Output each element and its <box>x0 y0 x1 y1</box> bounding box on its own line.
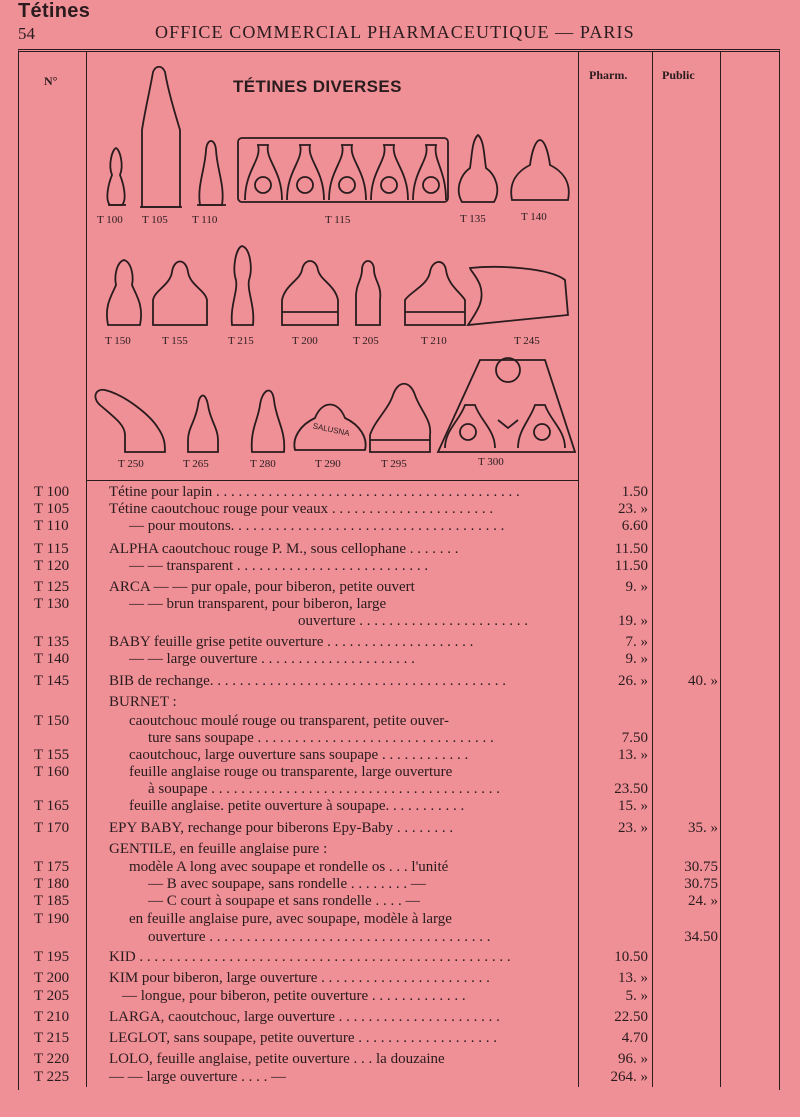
figure-caption: T 210 <box>421 335 447 347</box>
table-row <box>0 764 800 781</box>
table-row <box>0 911 800 928</box>
pharm-price: 9. » <box>625 579 648 595</box>
column-header-pharm: Pharm. <box>589 68 628 82</box>
pharm-price: 13. » <box>618 747 648 763</box>
teat-drawing <box>142 67 180 207</box>
figure-separator <box>86 480 578 481</box>
figure-caption: T 215 <box>228 335 254 347</box>
pharm-price: 9. » <box>625 651 648 667</box>
public-price: 24. » <box>688 893 718 909</box>
item-description: caoutchouc, large ouverture sans soupape . . . . . . . . . . . . <box>129 747 469 763</box>
item-description: Tétine caoutchouc rouge pour veaux . . . . . . . . . . . . . . . . . . . . . . <box>109 501 494 517</box>
item-description: feuille anglaise. petite ouverture à soupape. . . . . . . . . . . <box>129 798 465 814</box>
item-description: Tétine pour lapin . . . . . . . . . . . . . . . . . . . . . . . . . . . . . . . . . . . . . . . . . <box>109 484 520 500</box>
table-row <box>0 484 800 501</box>
public-price: 40. » <box>688 673 718 689</box>
table-row <box>0 1030 800 1047</box>
item-description: EPY BABY, rechange pour biberons Epy-Baby . . . . . . . . <box>109 820 454 836</box>
item-description: ouverture . . . . . . . . . . . . . . . . . . . . . . . . . . . . . . . . . . . . . . <box>148 929 491 945</box>
table-row <box>0 579 800 596</box>
teat-drawing <box>232 246 254 325</box>
figure-caption: T 300 <box>478 456 504 468</box>
pharm-price: 11.50 <box>614 558 648 574</box>
table-row <box>0 820 800 837</box>
pharm-price: 23.50 <box>614 781 648 797</box>
item-ref: T 150 <box>34 713 70 729</box>
pharm-price: 11.50 <box>614 541 648 557</box>
item-description: BABY feuille grise petite ouverture . . . . . . . . . . . . . . . . . . . . <box>109 634 474 650</box>
item-ref: T 200 <box>34 970 70 986</box>
teat-drawing <box>438 360 575 452</box>
item-description: — — large ouverture . . . . — <box>109 1069 287 1085</box>
public-price: 30.75 <box>684 876 718 892</box>
table-row <box>0 501 800 518</box>
item-description: KID . . . . . . . . . . . . . . . . . . . . . . . . . . . . . . . . . . . . . . . . . . . . . . . . . . <box>109 949 511 965</box>
item-description: ouverture . . . . . . . . . . . . . . . . . . . . . . . <box>298 613 528 629</box>
pharm-price: 15. » <box>618 798 648 814</box>
teat-drawing <box>282 261 338 325</box>
item-ref: T 160 <box>34 764 70 780</box>
item-description: ARCA — — pur opale, pour biberon, petite ouvert <box>109 579 415 595</box>
table-row <box>0 558 800 575</box>
figure-caption: T 150 <box>105 335 131 347</box>
pharm-price: 264. » <box>610 1069 648 1085</box>
table-row <box>0 747 800 764</box>
public-price: 34.50 <box>684 929 718 945</box>
teat-drawing <box>445 358 565 448</box>
pharm-price: 22.50 <box>614 1009 648 1025</box>
teat-drawing <box>245 145 446 200</box>
figure-caption: T 295 <box>381 458 407 470</box>
teat-drawing <box>370 384 430 452</box>
table-row <box>0 781 800 798</box>
item-ref: T 225 <box>34 1069 70 1085</box>
teat-drawing <box>511 140 569 200</box>
table-row <box>0 929 800 946</box>
pharm-price: 26. » <box>618 673 648 689</box>
figure-caption: T 245 <box>514 335 540 347</box>
item-ref: T 185 <box>34 893 70 909</box>
table-row <box>0 673 800 690</box>
public-price: 35. » <box>688 820 718 836</box>
table-row <box>0 876 800 893</box>
page-number: 54 <box>18 24 35 43</box>
pharm-price: 96. » <box>618 1051 648 1067</box>
item-ref: T 220 <box>34 1051 70 1067</box>
item-ref: T 125 <box>34 579 70 595</box>
item-ref: T 205 <box>34 988 70 1004</box>
table-row <box>0 541 800 558</box>
item-description: BURNET : <box>109 694 177 710</box>
figure-caption: T 155 <box>162 335 188 347</box>
item-ref: T 110 <box>34 518 69 534</box>
table-row <box>0 518 800 535</box>
item-description: ALPHA caoutchouc rouge P. M., sous cellophane . . . . . . . <box>109 541 459 557</box>
table-row <box>0 634 800 651</box>
figure-caption: T 250 <box>118 458 144 470</box>
teat-drawing <box>252 391 285 452</box>
table-row <box>0 613 800 630</box>
teat-drawing <box>107 260 141 325</box>
item-ref: T 140 <box>34 651 70 667</box>
item-description: caoutchouc moulé rouge ou transparent, petite ouver- <box>129 713 449 729</box>
figure-title: TÉTINES DIVERSES <box>233 77 402 96</box>
column-header-public: Public <box>662 68 695 82</box>
item-description: à soupape . . . . . . . . . . . . . . . . . . . . . . . . . . . . . . . . . . . . . . . <box>148 781 501 797</box>
figure-caption: T 280 <box>250 458 276 470</box>
item-ref: T 105 <box>34 501 70 517</box>
table-row <box>0 1051 800 1068</box>
item-ref: T 100 <box>34 484 70 500</box>
item-ref: T 120 <box>34 558 70 574</box>
pharm-price: 7. » <box>625 634 648 650</box>
item-description: BIB de rechange. . . . . . . . . . . . . . . . . . . . . . . . . . . . . . . . . . . . . . . . <box>109 673 507 689</box>
item-description: — longue, pour biberon, petite ouverture . . . . . . . . . . . . . <box>122 988 466 1004</box>
pharm-price: 7.50 <box>621 730 648 746</box>
teat-drawing <box>405 262 465 325</box>
table-row <box>0 859 800 876</box>
item-ref: T 155 <box>34 747 70 763</box>
embossed-label: SALUSNA <box>311 421 351 438</box>
figure-caption: T 115 <box>325 214 351 226</box>
table-row <box>0 730 800 747</box>
figure-caption: T 135 <box>460 213 486 225</box>
pharm-price: 23. » <box>618 501 648 517</box>
item-ref: T 135 <box>34 634 70 650</box>
pharm-price: 23. » <box>618 820 648 836</box>
item-ref: T 180 <box>34 876 70 892</box>
teat-drawing <box>459 135 498 202</box>
teat-drawing <box>199 141 222 205</box>
item-ref: T 115 <box>34 541 69 557</box>
column-header-number: N° <box>44 74 58 88</box>
figure-caption: T 290 <box>315 458 341 470</box>
item-description: — C court à soupape et sans rondelle . . . . — <box>148 893 421 909</box>
pharm-price: 10.50 <box>614 949 648 965</box>
item-description: — — brun transparent, pour biberon, large <box>129 596 387 612</box>
item-description: — pour moutons. . . . . . . . . . . . . . . . . . . . . . . . . . . . . . . . . . . . . <box>129 518 505 534</box>
table-row <box>0 1009 800 1026</box>
teat-drawing <box>188 396 218 452</box>
table-row <box>0 988 800 1005</box>
running-title: Tétines <box>18 0 91 22</box>
item-ref: T 215 <box>34 1030 70 1046</box>
teat-drawing <box>356 261 380 325</box>
table-row <box>0 713 800 730</box>
item-description: — — large ouverture . . . . . . . . . . . . . . . . . . . . . <box>129 651 415 667</box>
item-ref: T 175 <box>34 859 70 875</box>
page-header: OFFICE COMMERCIAL PHARMACEUTIQUE — PARIS <box>155 22 635 42</box>
figure-caption: T 100 <box>97 214 123 226</box>
pharm-price: 4.70 <box>621 1030 648 1046</box>
item-ref: T 145 <box>34 673 70 689</box>
teat-drawing <box>95 390 165 452</box>
teat-drawing <box>107 148 124 205</box>
item-ref: T 210 <box>34 1009 70 1025</box>
teat-illustrations <box>90 60 576 460</box>
item-ref: T 130 <box>34 596 70 612</box>
table-row <box>0 694 800 711</box>
item-ref: T 170 <box>34 820 70 836</box>
item-ref: T 190 <box>34 911 70 927</box>
item-ref: T 195 <box>34 949 70 965</box>
item-description: feuille anglaise rouge ou transparente, large ouverture <box>129 764 453 780</box>
pharm-price: 1.50 <box>621 484 648 500</box>
table-row <box>0 1069 800 1086</box>
teat-drawing <box>153 262 207 326</box>
table-row <box>0 893 800 910</box>
item-description: LARGA, caoutchouc, large ouverture . . . . . . . . . . . . . . . . . . . . . . <box>109 1009 500 1025</box>
table-row <box>0 651 800 668</box>
figure-caption: T 200 <box>292 335 318 347</box>
public-price: 30.75 <box>684 859 718 875</box>
pharm-price: 5. » <box>625 988 648 1004</box>
table-row <box>0 798 800 815</box>
item-description: GENTILE, en feuille anglaise pure : <box>109 841 328 857</box>
teat-drawing <box>468 267 568 325</box>
pharm-price: 13. » <box>618 970 648 986</box>
item-description: ture sans soupape . . . . . . . . . . . . . . . . . . . . . . . . . . . . . . . . <box>148 730 494 746</box>
item-description: — B avec soupape, sans rondelle . . . . . . . . — <box>148 876 426 892</box>
table-row <box>0 949 800 966</box>
item-description: modèle A long avec soupape et rondelle os . . . l'unité <box>129 859 449 875</box>
figure-caption: T 205 <box>353 335 379 347</box>
pharm-price: 6.60 <box>621 518 648 534</box>
item-description: LOLO, feuille anglaise, petite ouverture . . . la douzaine <box>109 1051 445 1067</box>
item-description: en feuille anglaise pure, avec soupape, modèle à large <box>129 911 452 927</box>
figure-caption: T 265 <box>183 458 209 470</box>
figure-caption: T 110 <box>192 214 218 226</box>
table-row <box>0 970 800 987</box>
item-ref: T 165 <box>34 798 70 814</box>
table-row <box>0 841 800 858</box>
figure-caption: T 105 <box>142 214 168 226</box>
item-description: — — transparent . . . . . . . . . . . . . . . . . . . . . . . . . . <box>129 558 429 574</box>
figure-caption: T 140 <box>521 211 547 223</box>
pharm-price: 19. » <box>618 613 648 629</box>
table-row <box>0 596 800 613</box>
item-description: LEGLOT, sans soupape, petite ouverture . . . . . . . . . . . . . . . . . . . <box>109 1030 497 1046</box>
item-description: KIM pour biberon, large ouverture . . . . . . . . . . . . . . . . . . . . . . . <box>109 970 490 986</box>
